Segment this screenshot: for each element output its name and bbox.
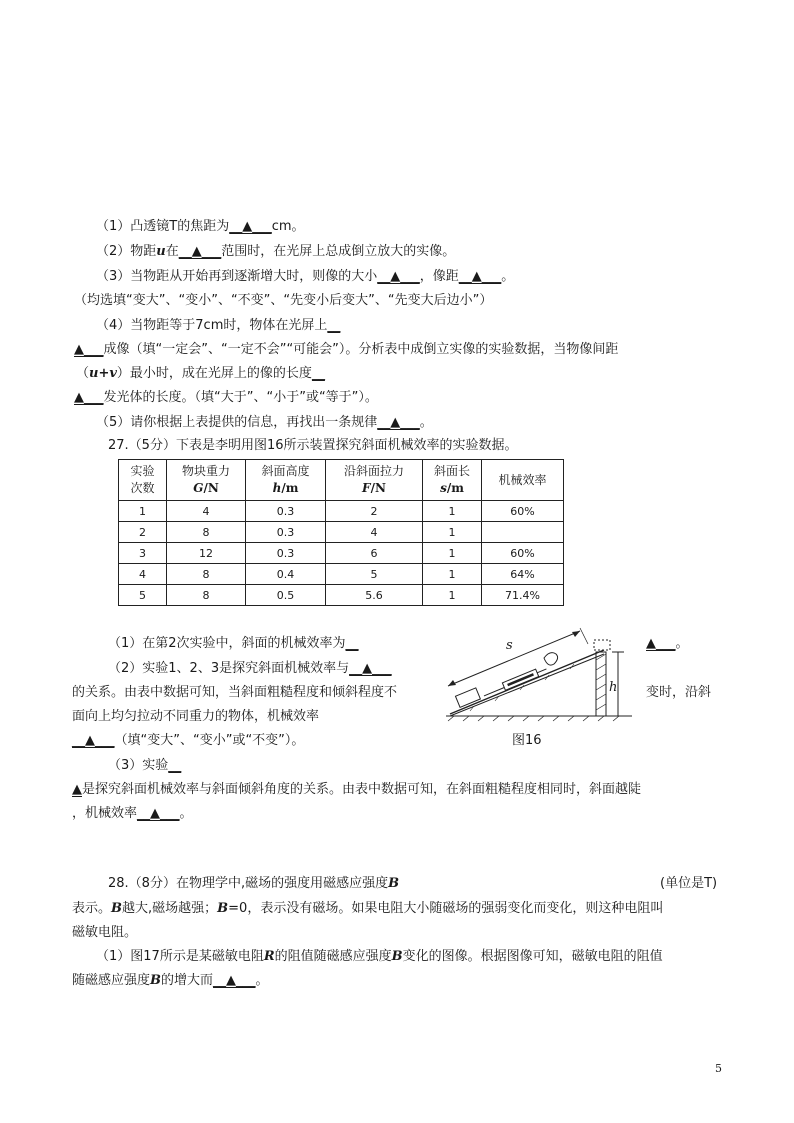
- table-cell: 2: [119, 522, 167, 543]
- table-row: [119, 585, 564, 606]
- table-cell: 1: [423, 543, 482, 564]
- answer-blank[interactable]: ▲___: [74, 390, 104, 405]
- q27-part1: （1）在第2次实验中，斜面的机械效率为__: [108, 636, 359, 651]
- q28-line4: （1）图17所示是某磁敏电阻R的阻值随磁感应强度B变化的图像。根据图像可知，磁敏电阻的阻值: [96, 949, 663, 964]
- q27-part2-line4: __▲___（填“变大”、“变小”或“不变”）。: [72, 733, 305, 748]
- table-cell: 0.3: [246, 501, 326, 522]
- header-cell: 物块重力 G/N: [167, 460, 246, 501]
- answer-blank[interactable]: __▲___: [72, 733, 115, 748]
- top-clamp: [594, 640, 610, 650]
- q26-part3: （3）当物距从开始再到逐渐增大时，则像的大小__▲___，像距__▲___。: [96, 269, 515, 284]
- figure-16: [444, 620, 634, 722]
- q27-part2: （2）实验1、2、3是探究斜面机械效率与__▲___: [108, 661, 392, 676]
- header-cell: 斜面长 s/m: [423, 460, 482, 501]
- q28-line3: 磁敏电阻。: [72, 925, 138, 940]
- table-cell: 2: [326, 501, 423, 522]
- table-cell: 60%: [482, 501, 564, 522]
- answer-blank[interactable]: __: [327, 318, 341, 333]
- table-cell: 1: [423, 585, 482, 606]
- answer-blank[interactable]: __▲___: [213, 973, 256, 988]
- q27-intro: 27.（5分）下表是李明用图16所示装置探究斜面机械效率的实验数据。: [108, 438, 518, 453]
- table-row: [119, 522, 564, 543]
- incline-surface: [450, 650, 604, 714]
- table-cell: 1: [423, 501, 482, 522]
- support-post: [596, 652, 606, 716]
- q27-part3-line3: ，机械效率__▲___。: [72, 806, 193, 821]
- answer-blank[interactable]: __▲___: [178, 244, 222, 259]
- q27-part2-line3: 面向上均匀拉动不同重力的物体，机械效率: [72, 709, 320, 724]
- table-cell: 8: [167, 585, 246, 606]
- q26-part5: （5）请你根据上表提供的信息，再找出一条规律__▲___。: [96, 415, 433, 430]
- table-header-row: [119, 460, 564, 501]
- answer-blank[interactable]: ▲: [72, 782, 82, 797]
- table-cell: 1: [423, 564, 482, 585]
- header-cell: 实验 次数: [119, 460, 167, 501]
- q26-part1: （1）凸透镜T的焦距为__▲___cm。: [96, 219, 305, 234]
- answer-blank[interactable]: __▲___: [229, 219, 272, 234]
- q26-part4-line1: （4）当物距等于7cm时，物体在光屏上__: [96, 318, 341, 333]
- table-cell: 71.4%: [482, 585, 564, 606]
- answer-blank[interactable]: __▲___: [137, 806, 180, 821]
- q26-part3-note: （均选填“变大”、“变小”、“不变”、“先变小后变大”、“先变大后边小”）: [74, 293, 493, 308]
- q27-part3-line2: ▲是探究斜面机械效率与斜面倾斜角度的关系。由表中数据可知，在斜面粗糙程度相同时，斜面越陡: [72, 782, 642, 797]
- header-cell: 沿斜面拉力 F/N: [326, 460, 423, 501]
- answer-blank[interactable]: __▲___: [458, 269, 502, 284]
- table-cell: [482, 522, 564, 543]
- block: [455, 688, 480, 708]
- header-cell: 斜面高度 h/m: [246, 460, 326, 501]
- data-table: [118, 459, 564, 606]
- q27-part2-line2a: 的关系。由表中数据可知，当斜面粗糙程度和倾斜程度不: [72, 685, 398, 700]
- label-h: h: [609, 680, 618, 695]
- table-cell: 0.3: [246, 522, 326, 543]
- answer-blank[interactable]: ▲___: [74, 342, 104, 357]
- q26-part2: （2）物距u在__▲___范围时，在光屏上总成倒立放大的实像。: [96, 244, 456, 259]
- table-cell: 8: [167, 564, 246, 585]
- q28-line1: 28.（8分）在物理学中,磁场的强度用磁感应强度B: [108, 876, 400, 891]
- table-row: [119, 543, 564, 564]
- answer-blank[interactable]: __▲___: [377, 415, 420, 430]
- answer-blank[interactable]: __▲___: [377, 269, 420, 284]
- q26-part4-line4: ▲___发光体的长度。（填“大于”、“小于”或“等于”）。: [74, 390, 378, 405]
- header-cell: 机械效率: [482, 460, 564, 501]
- answer-blank[interactable]: __: [168, 758, 182, 773]
- table-cell: 4: [167, 501, 246, 522]
- table-cell: 0.4: [246, 564, 326, 585]
- q27-part1-end: ▲___。: [646, 636, 689, 651]
- page-number: 5: [715, 1062, 722, 1075]
- answer-blank[interactable]: ▲___: [646, 636, 676, 651]
- q28-line5: 随磁感应强度B的增大而__▲___。: [72, 973, 269, 988]
- spring-scale: [482, 665, 548, 698]
- table-cell: 4: [119, 564, 167, 585]
- table-cell: 1: [423, 522, 482, 543]
- post-hatch: [596, 654, 606, 710]
- answer-blank[interactable]: __: [311, 366, 325, 381]
- answer-blank[interactable]: __: [345, 636, 359, 651]
- table-cell: 12: [167, 543, 246, 564]
- q26-part4-line2: ▲___成像（填“一定会”、“一定不会”“可能会”）。分析表中成倒立实像的实验数据，当物像间距: [74, 342, 619, 357]
- ground-hatch: [448, 716, 619, 721]
- table-cell: 1: [119, 501, 167, 522]
- table-cell: 64%: [482, 564, 564, 585]
- table-cell: 0.5: [246, 585, 326, 606]
- q26-part4-line3: （u+v）最小时，成在光屏上的像的长度__: [76, 366, 325, 381]
- table-cell: 8: [167, 522, 246, 543]
- incline-diagram: [444, 620, 634, 722]
- hand-shape: [544, 653, 558, 665]
- table-cell: 4: [326, 522, 423, 543]
- label-s: s: [506, 638, 513, 653]
- q28-unit-note: (单位是T): [660, 876, 718, 891]
- q27-part3: （3）实验__: [108, 758, 182, 773]
- table-cell: 6: [326, 543, 423, 564]
- table-cell: 60%: [482, 543, 564, 564]
- table-cell: 0.3: [246, 543, 326, 564]
- answer-blank[interactable]: __▲___: [349, 661, 392, 676]
- figure-16-caption: 图16: [512, 733, 542, 748]
- table-cell: 5: [326, 564, 423, 585]
- table-row: [119, 501, 564, 522]
- q27-part2-line2b: 变时，沿斜: [646, 685, 712, 700]
- incline-hatch: [470, 664, 574, 711]
- table-row: [119, 564, 564, 585]
- table-cell: 3: [119, 543, 167, 564]
- table-cell: 5.6: [326, 585, 423, 606]
- table-cell: 5: [119, 585, 167, 606]
- q28-line2: 表示。B越大,磁场越强；B=0，表示没有磁场。如果电阻大小随磁场的强弱变化而变化，则这种电阻叫: [72, 901, 664, 916]
